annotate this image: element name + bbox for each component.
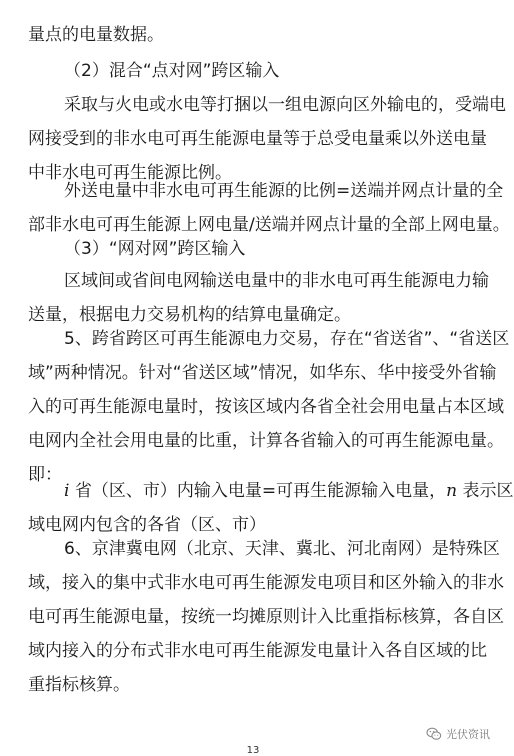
- variable-n: n: [446, 481, 458, 501]
- text-line: 采取与火电或水电等打捆以一组电源向区外输电的，受端电: [64, 95, 506, 115]
- text-line: 入的可再生能源电量时，按该区域内各省全社会用电量占本区域: [28, 397, 504, 417]
- text-line: 中非水电可再生能源比例。: [28, 163, 232, 183]
- text-line: 域”两种情况。针对“省送区域”情况，如华东、华中接受外省输: [28, 363, 497, 383]
- text-line: 域内接入的分布式非水电可再生能源发电量计入各自区域的比: [28, 641, 487, 661]
- text-line: 网接受到的非水电可再生能源电量等于总受电量乘以外送电量: [28, 129, 487, 149]
- watermark: [426, 726, 490, 742]
- text-segment: 表示区: [457, 481, 514, 501]
- paragraph-1: [28, 18, 478, 52]
- text-line: 外送电量中非水电可再生能源的比例=送端并网点计量的全: [64, 181, 504, 201]
- paragraph-9: [28, 532, 504, 702]
- text-line: 电可再生能源电量，按统一均摊原则计入比重指标核算，各自区: [28, 607, 504, 627]
- text-line: 电网内全社会用电量的比重，计算各省输入的可再生能源电量。: [28, 431, 504, 451]
- text-line: 部非水电可再生能源上网电量/送端并网点计量的全部上网电量。: [28, 215, 510, 235]
- heading-grid-to-grid: [28, 232, 514, 266]
- text-line: 5、跨省跨区可再生能源电力交易，存在“省送省”、“省送区: [64, 329, 510, 349]
- text-line: 送量，根据电力交易机构的结算电量确定。: [28, 305, 351, 325]
- text-line: 域，接入的集中式非水电可再生能源发电项目和区外输入的非水: [28, 573, 504, 593]
- text-line: 区域间或省间电网输送电量中的非水电可再生能源电力输: [64, 271, 489, 291]
- heading-mixed-point-to-grid: [28, 54, 514, 88]
- text-line: 6、京津冀电网（北京、天津、冀北、河北南网）是特殊区: [64, 539, 500, 559]
- text-line: （3）“网对网”跨区输入: [64, 239, 246, 259]
- wechat-icon: [426, 726, 442, 742]
- text-line: 域电网内包含的各省（区、市）: [28, 515, 266, 535]
- text-line: [28, 474, 514, 508]
- page-number: 13: [246, 745, 260, 756]
- text-line: 重指标核算。: [28, 675, 130, 695]
- text-segment: 省（区、市）内输入电量=可再生能源输入电量，: [69, 481, 447, 501]
- watermark-text: 光伏资讯: [446, 728, 490, 741]
- variable-i: i: [64, 481, 70, 501]
- text-line: （2）混合“点对网”跨区输入: [64, 61, 280, 81]
- text-line: 量点的电量数据。: [28, 25, 164, 45]
- text-line: 即：: [28, 465, 62, 485]
